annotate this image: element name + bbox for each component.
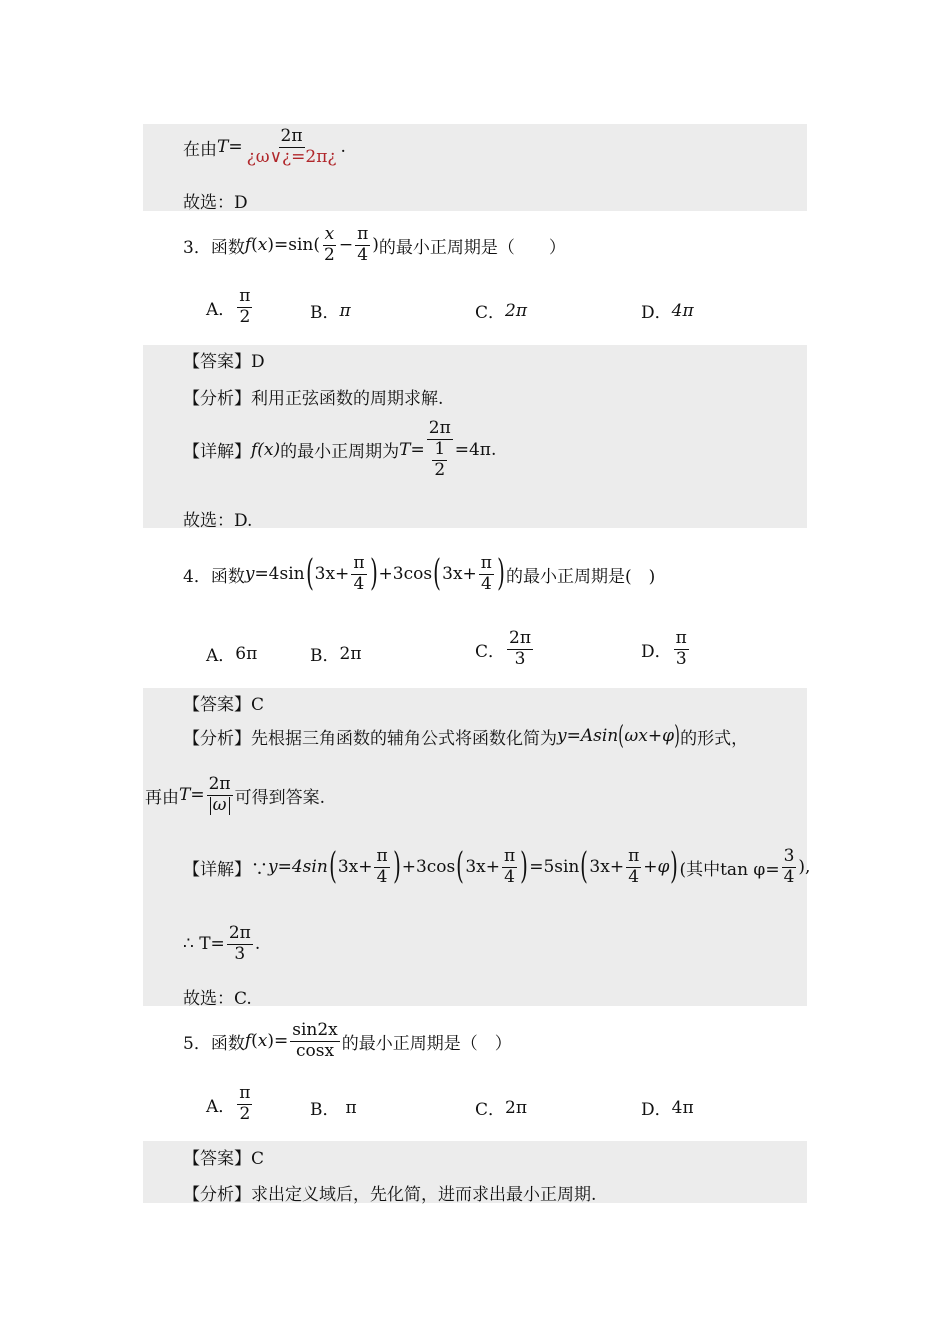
q4-analysis2-T: T= — [179, 785, 205, 806]
q4-inner1: 3x+ — [314, 564, 350, 585]
q4-paren-r1: ) — [369, 553, 378, 595]
q4-d-frac1 — [374, 848, 389, 887]
q3-detail-subfrac — [432, 438, 447, 480]
q3-choose-text: 故选：D. — [183, 511, 253, 531]
q5-stem: 5．函数 f ( x ) = $\frac{\sin 2x}{\cos x}$ 的最小正周期是（ ） — [183, 1020, 512, 1061]
q3-minus: − — [338, 235, 354, 256]
q5-d-label: D． — [641, 1100, 672, 1120]
q4-answer — [183, 690, 264, 715]
q3-a-den: 2 — [239, 306, 251, 327]
q4-prefix: 4．函数 — [183, 566, 245, 587]
q4-analysis-inner: ωx+φ — [624, 726, 675, 746]
q4-pi2: π — [480, 553, 492, 573]
q4-d-paren-r3: ) — [670, 846, 679, 888]
q4-d-paren-l3: ( — [580, 846, 589, 888]
q4-detail-phi: +φ — [643, 857, 670, 878]
q4-d-four3: 4 — [628, 866, 640, 887]
q3-a-num: π — [239, 286, 251, 306]
q4-analysis2-end: 可得到答案. — [234, 787, 325, 808]
q3-detail-num: 2π — [428, 418, 451, 438]
q4-expr-a: =4sin — [254, 564, 305, 585]
prev-eq: = — [228, 137, 243, 158]
q4-option-a — [206, 641, 257, 666]
q3-subden: 2 — [434, 459, 446, 480]
q4-d-num: π — [675, 628, 687, 648]
q4-an-paren-l: ( — [618, 721, 625, 751]
q4-detail-tan: (其中tan φ= — [679, 859, 780, 880]
q3-d2: 4 — [357, 244, 369, 265]
q4-d-paren-r2: ) — [520, 846, 529, 888]
q4-answer-text: 【答案】C — [183, 695, 265, 715]
q4-t-den: 3 — [234, 943, 246, 964]
prev-choose-text: 故选：D — [183, 193, 248, 213]
prev-choose — [183, 188, 248, 213]
q4-analysis1: 【分析】先根据三角函数的辅角公式将函数化简为 — [183, 728, 557, 749]
q4-c-label: C． — [475, 641, 506, 662]
q3-x: x — [257, 235, 268, 256]
q4-detail-b: +3cos — [401, 857, 456, 878]
q4-option-d — [641, 630, 691, 669]
q4-paren-l1: ( — [305, 553, 314, 595]
q4-suffix: 的最小正周期是( ) — [506, 566, 656, 587]
q4-c-frac — [507, 630, 533, 669]
prev-period-line — [183, 128, 346, 167]
q5-c-label: C． — [475, 1100, 506, 1120]
q4-d-paren-l1: ( — [328, 846, 337, 888]
q5-a-frac — [237, 1085, 252, 1124]
q4-t-num: 2π — [228, 923, 251, 943]
q4-an-paren-r: ) — [674, 721, 680, 751]
q3-subnum: 1 — [434, 438, 446, 459]
q4-d-frac — [674, 630, 689, 669]
q4-d-four1: 4 — [376, 866, 388, 887]
q5-frac — [290, 1022, 340, 1061]
q4-c-den: 3 — [514, 648, 526, 669]
q4-detail-inner2: 3x+ — [465, 857, 500, 878]
q5-den: cosx — [295, 1040, 335, 1061]
q3-frac2 — [355, 226, 370, 265]
q4-stem — [183, 555, 655, 594]
q4-d-tan-frac — [782, 848, 797, 887]
prev-text: 在由 — [183, 139, 217, 160]
q4-frac1 — [351, 555, 366, 594]
q4-tan-num: 3 — [783, 846, 795, 866]
q4-choose — [183, 984, 252, 1009]
q4-paren-l2: ( — [433, 553, 441, 595]
q5-analysis-text: 【分析】求出定义域后，先化简，进而求出最小正周期. — [183, 1185, 597, 1205]
q3-n2: π — [357, 224, 369, 244]
q3-detail-T: T — [399, 439, 411, 460]
q4-frac2 — [479, 555, 494, 594]
q5-suffix: 的最小正周期是（ ） — [341, 1033, 512, 1054]
q4-t-frac — [227, 925, 253, 964]
q3-detail-den — [428, 440, 451, 480]
q4-d-pi3: π — [628, 846, 640, 866]
q4-detail-tan-end: ), — [798, 857, 811, 878]
q5-answer-text: 【答案】C — [183, 1149, 265, 1169]
q4-d-paren-l2: ( — [456, 846, 465, 888]
q4-option-c — [475, 630, 535, 669]
q3-detail-frac — [427, 420, 453, 480]
q5-eq: = — [274, 1031, 289, 1052]
q3-option-a — [206, 288, 254, 327]
q4-analysis1-end: 的形式， — [680, 728, 749, 749]
q5-f: f — [244, 1031, 252, 1052]
q3-detail: 【详解】 f(x) 的最小正周期为 T = $\frac{2\pi}{\frac{1}{2}}$ =4π . — [183, 418, 497, 480]
q4-therefore — [183, 925, 260, 964]
q3-detail-fx: f(x) — [251, 439, 281, 460]
q3-c-label: C． — [475, 303, 506, 323]
q4-detail-c: =5sin — [529, 857, 580, 878]
q3-b-label: B． — [310, 303, 340, 323]
q3-detail-text: 的最小正周期为 — [280, 442, 400, 463]
q4-analysis-line1 — [183, 723, 748, 749]
q5-x: x — [257, 1031, 268, 1052]
q5-prefix: 5．函数 — [183, 1033, 245, 1054]
q4-detail-label: 【详解】∵ — [183, 859, 268, 880]
q4-paren-r2: ) — [497, 553, 505, 595]
q4-d-label: D． — [641, 641, 672, 662]
q4-y: y — [244, 564, 255, 585]
q4-b-val: 2π — [339, 643, 362, 664]
q3-prefix: 3．函数 — [183, 237, 245, 258]
q4-pi1: π — [353, 553, 365, 573]
q3-option-c — [475, 298, 527, 323]
q3-analysis-text: 【分析】利用正弦函数的周期求解. — [183, 389, 444, 409]
q3-suffix: 的最小正周期是（ ） — [378, 237, 566, 258]
q3-d-label: D． — [641, 303, 672, 323]
q4-an2-omega: ω — [210, 797, 230, 815]
q5-b-val: π — [345, 1097, 357, 1118]
q3-frac1 — [322, 226, 337, 265]
q4-a-val: 6π — [235, 643, 258, 664]
q4-t-end: . — [254, 934, 261, 955]
q4-a-label: A． — [206, 646, 236, 666]
q4-therefore-text: ∴ T= — [183, 934, 225, 955]
q4-option-b — [310, 641, 362, 666]
q3-d1: 2 — [324, 244, 335, 265]
q5-a-label: A． — [206, 1096, 236, 1117]
q3-a-frac — [237, 288, 252, 327]
q3-n1: x — [324, 224, 335, 244]
q3-a-label: A． — [206, 299, 236, 320]
q4-d-den: 3 — [675, 648, 687, 669]
q5-b-label: B． — [310, 1100, 340, 1120]
q3-answer-text: 【答案】D — [183, 352, 265, 372]
q4-analysis2-frac — [207, 776, 233, 815]
q5-option-d — [641, 1095, 694, 1120]
q4-analysis-y: y=Asin — [557, 726, 619, 746]
q3-sin: =sin — [274, 235, 314, 256]
q3-answer — [183, 347, 265, 372]
q4-d-frac3 — [626, 848, 641, 887]
prev-T: T — [217, 137, 229, 158]
q5-option-a — [206, 1085, 254, 1124]
q4-d-pi2: π — [503, 846, 516, 866]
q5-option-b — [310, 1095, 357, 1120]
q3-option-b — [310, 298, 351, 323]
q4-analysis-line2 — [145, 776, 325, 815]
q5-a-den: 2 — [239, 1103, 251, 1124]
q5-c-val: 2π — [505, 1097, 528, 1118]
q3-option-d — [641, 298, 694, 323]
q3-stem: 3．函数 f ( x ) =sin ( $\frac{x}{2}$ − $\frac{\pi}{4}$ ) 的最小正周期是（ ） — [183, 224, 566, 265]
q4-detail — [183, 848, 810, 887]
q4-expr-b: +3cos — [378, 564, 433, 585]
q4-an2-den — [208, 796, 232, 815]
q5-d-val: 4π — [671, 1097, 694, 1118]
q4-c-num: 2π — [509, 628, 532, 648]
q4-detail-inner1: 3x+ — [337, 857, 373, 878]
q3-d-val: 4π — [671, 300, 694, 321]
q4-an2-num: 2π — [208, 774, 231, 794]
q4-tan-den: 4 — [783, 866, 795, 887]
q4-b-label: B． — [310, 646, 340, 666]
q3-c-val: 2π — [505, 300, 528, 321]
q4-analysis2-prefix: 再由 — [145, 787, 179, 808]
q3-detail-end: . — [490, 439, 497, 460]
q4-d-paren-r1: ) — [392, 846, 401, 888]
prev-fraction — [245, 128, 339, 167]
q3-analysis — [183, 384, 443, 409]
q4-d-four2: 4 — [504, 866, 515, 887]
q4-choose-text: 故选：C. — [183, 989, 252, 1009]
q3-detail-res: =4π — [454, 439, 491, 460]
q5-num: sin2x — [292, 1020, 338, 1040]
q3-b-val: π — [339, 300, 351, 321]
q4-detail-inner3: 3x+ — [589, 857, 625, 878]
q5-answer — [183, 1144, 264, 1169]
q3-f: f — [244, 235, 252, 256]
prev-end: . — [340, 137, 346, 158]
q3-detail-label: 【详解】 — [183, 442, 251, 463]
q5-a-num: π — [239, 1083, 251, 1103]
q5-option-c — [475, 1095, 527, 1120]
q4-d-pi1: π — [376, 846, 388, 866]
q3-choose — [183, 506, 252, 531]
q4-d-frac2 — [502, 848, 517, 887]
q4-detail-a: y=4sin — [268, 857, 328, 878]
q4-four1: 4 — [353, 573, 365, 594]
q4-four2: 4 — [480, 573, 492, 594]
prev-num: 2π — [280, 126, 303, 146]
prev-den: ¿ω∨¿=2π¿ — [246, 146, 337, 167]
q4-inner2: 3x+ — [442, 564, 477, 585]
q5-analysis — [183, 1180, 596, 1205]
